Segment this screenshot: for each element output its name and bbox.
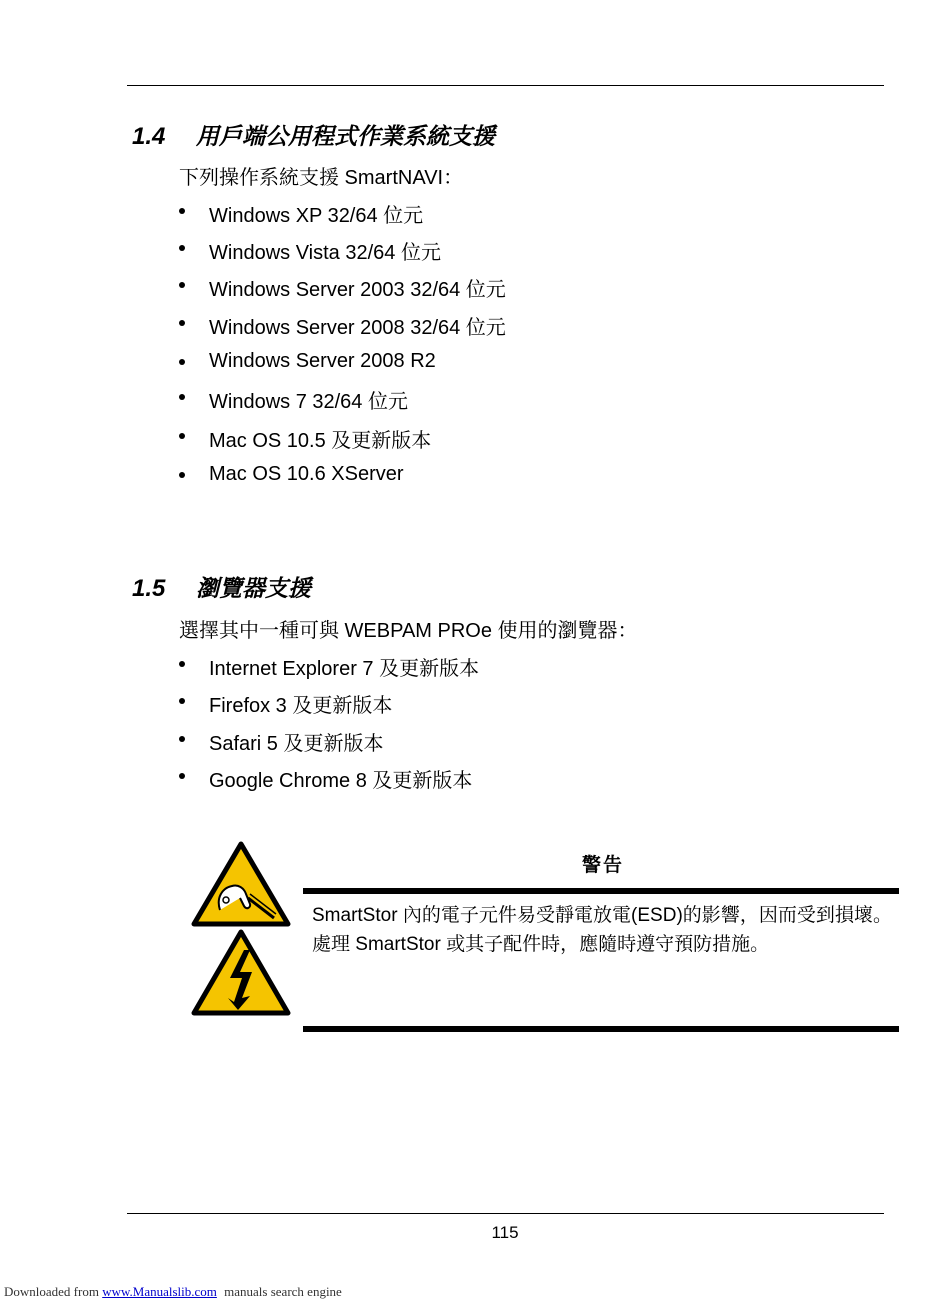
bullet-icon [179,433,185,439]
bullet-icon [179,661,185,667]
section-number: 1.4 [132,123,166,150]
section-heading-1-5 [132,570,311,603]
bullet-icon [179,773,185,779]
bullet-icon [179,698,185,704]
bullet-icon [179,245,185,251]
warning-title: 警告 [582,854,625,876]
section-title: 用戶端公用程式作業系統支援 [196,124,495,150]
bullet-icon [179,472,185,478]
section-title: 瀏覽器支援 [196,576,311,602]
bullet-icon [179,282,185,288]
download-note [4,1284,342,1300]
bullet-icon [179,320,185,326]
manualslib-link[interactable]: www.Manualslib.com [102,1284,217,1299]
header-rule [127,85,884,86]
download-suffix: manuals search engine [224,1284,342,1299]
esd-warning-icon [190,840,292,928]
page-number: 115 [491,1223,519,1242]
high-voltage-icon [190,928,292,1018]
footer-rule [127,1213,884,1214]
download-prefix: Downloaded from [4,1284,99,1299]
bullet-icon [179,394,185,400]
bullet-icon [179,208,185,214]
warning-top-rule [303,888,899,894]
section-intro: 下列操作系統支援 SmartNAVI： [179,167,464,189]
section-number: 1.5 [132,575,166,602]
bullet-icon [179,359,185,365]
section-heading-1-4 [132,118,495,151]
bullet-icon [179,736,185,742]
warning-text: SmartStor 內的電子元件易受靜電放電(ESD)的影響，因而受到損壞。處理 SmartStor 或其子配件時，應隨時遵守預防措施。 [312,905,892,955]
warning-bottom-rule [303,1026,899,1032]
section-intro: 選擇其中一種可與 WEBPAM PROe 使用的瀏覽器： [179,620,638,642]
